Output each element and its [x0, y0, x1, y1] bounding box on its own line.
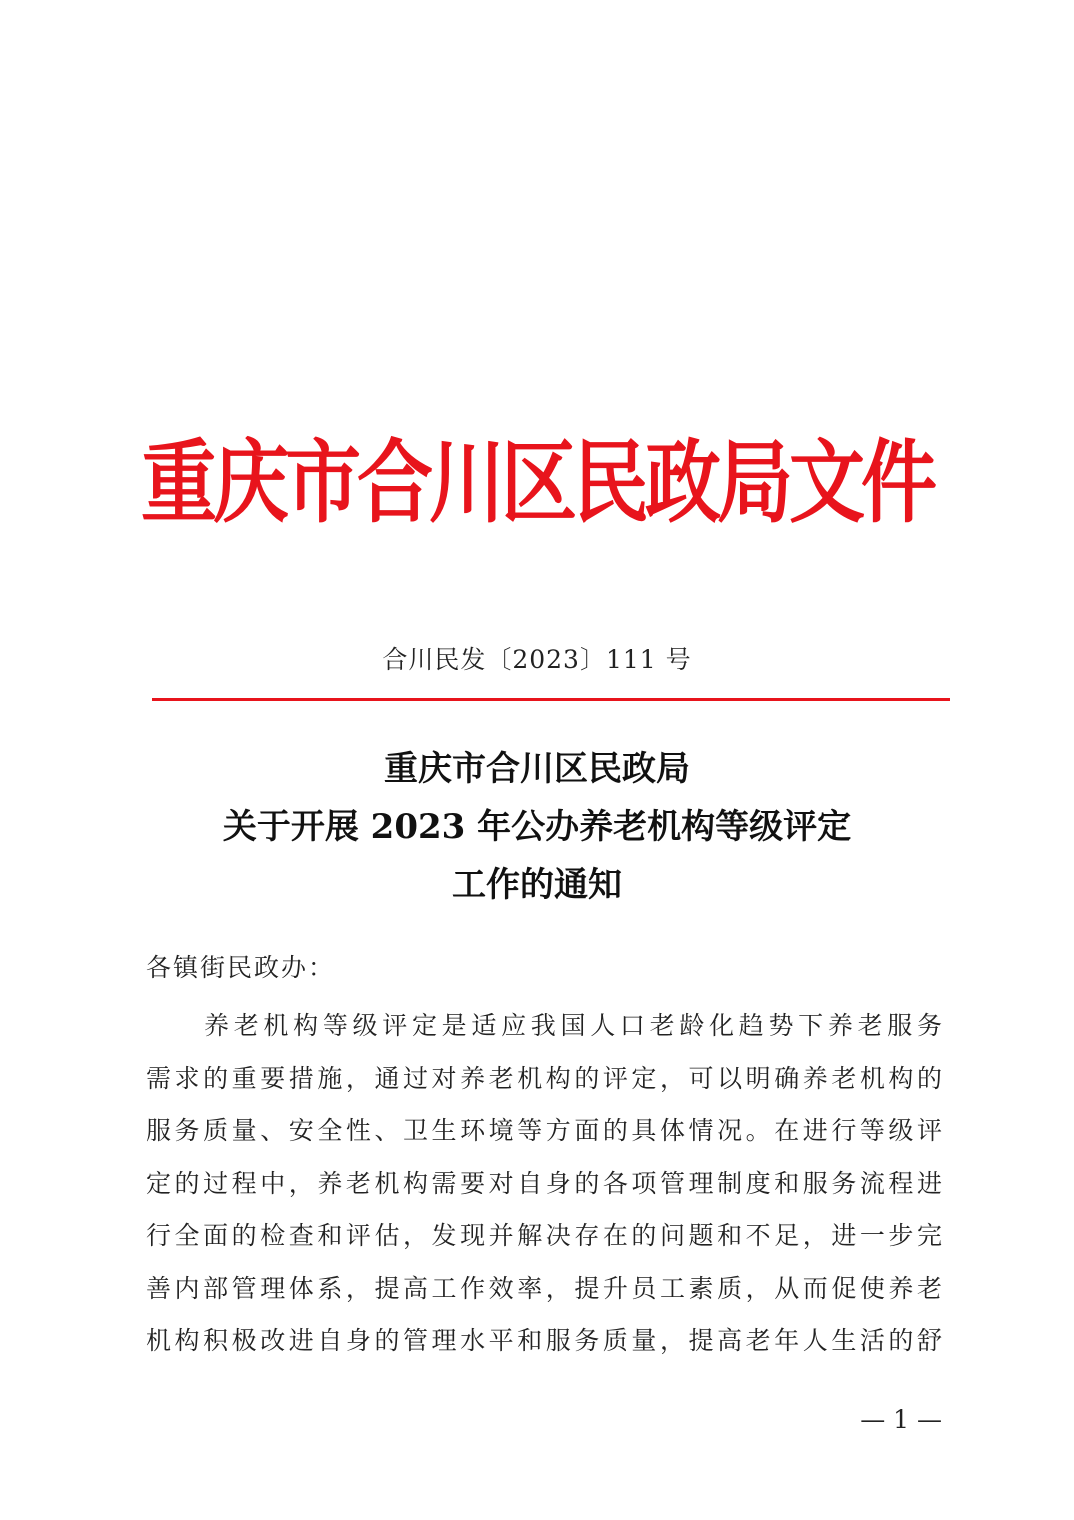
- body-line: 机构积极改进自身的管理水平和服务质量，提高老年人生活的舒: [146, 1326, 942, 1355]
- notice-title: [0, 740, 1074, 914]
- body-line: 养老机构等级评定是适应我国人口老龄化趋势下养老服务: [204, 1011, 942, 1040]
- notice-title-line-2: 关于开展 2023 年公办养老机构等级评定: [222, 807, 852, 847]
- notice-title-line-1: 重庆市合川区民政局: [384, 749, 690, 789]
- body-line: 需求的重要措施，通过对养老机构的评定，可以明确养老机构的: [146, 1063, 942, 1093]
- document-number: 合川民发〔2023〕111 号: [382, 645, 692, 674]
- body-line: 定的过程中，养老机构需要对自身的各项管理制度和服务流程进: [146, 1168, 942, 1198]
- red-separator-line: [152, 698, 950, 701]
- body-line: 服务质量、安全性、卫生环境等方面的具体情况。在进行等级评: [146, 1116, 942, 1145]
- notice-title-line-3: 工作的通知: [452, 865, 622, 905]
- body-paragraph: [146, 1000, 942, 1368]
- body-line: 善内部管理体系，提高工作效率，提升员工素质，从而促使养老: [146, 1273, 942, 1303]
- red-header-issuer-title: 重庆市合川区民政局文件: [141, 429, 933, 535]
- page-number: — 1 —: [860, 1405, 942, 1434]
- salutation: 各镇街民政办：: [146, 953, 336, 982]
- body-line: 行全面的检查和评估，发现并解决存在的问题和不足，进一步完: [146, 1221, 942, 1250]
